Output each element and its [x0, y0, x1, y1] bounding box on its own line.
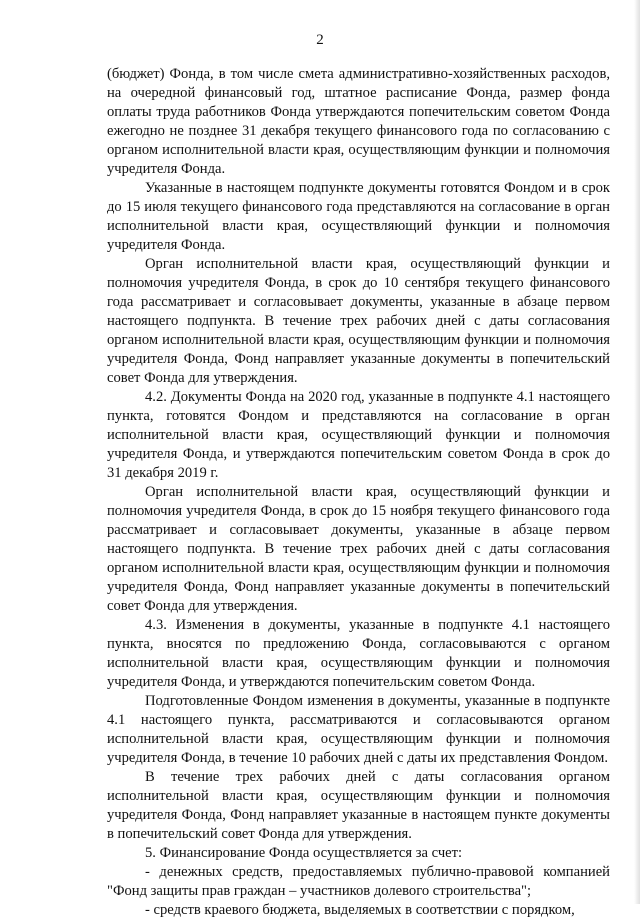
list-item-federal-fund: - денежных средств, предоставляемых публично-правовой компанией "Фонд защиты прав граждан – участников долевого строительства";	[107, 864, 610, 899]
page-number: 2	[316, 32, 324, 48]
paragraph-approval-september: Орган исполнительной власти края, осуществляющий функции и полномочия учредителя Фонда, в срок до 10 сентября текущего финансового года рассматривает и согласовывает документы, указанные в абзаце первом настоящего подпункта. В течение трех рабочих дней с даты согласования органом исполнительной власти края, осуществляющим функции и полномочия учредителя Фонда, Фонд направляет указанные документы в попечительский совет Фонда для утверждения.	[107, 256, 610, 386]
paragraph-approval-november: Орган исполнительной власти края, осуществляющий функции и полномочия учредителя Фонда, в срок до 15 ноября текущего финансового года рассматривает и согласовывает документы, указанные в абзаце первом настоящего подпункта. В течение трех рабочих дней с даты согласования органом исполнительной власти края, осуществляющим функции и полномочия учредителя Фонда, Фонд направляет указанные документы в попечительский совет Фонда для утверждения.	[107, 484, 610, 614]
paragraph-changes-submission: В течение трех рабочих дней с даты согласования органом исполнительной власти края, осуществляющим функции и полномочия учредителя Фонда, Фонд направляет указанные в настоящем пункте документы в попечительский совет Фонда для утверждения.	[107, 769, 610, 842]
document-body	[107, 65, 610, 920]
page-edge-shadow	[634, 0, 640, 904]
list-item-regional-budget: - средств краевого бюджета, выделяемых в соответствии с порядком,	[145, 902, 575, 918]
paragraph-4-3: 4.3. Изменения в документы, указанные в подпункте 4.1 настоящего пункта, вносятся по предложению Фонда, согласовываются с органом исполнительной власти края, осуществляющим функции и полномочия учредителя Фонда, и утверждаются попечительским советом Фонда.	[107, 617, 610, 690]
paragraph-5-financing: 5. Финансирование Фонда осуществляется за счет:	[145, 845, 463, 861]
paragraph-changes-review: Подготовленные Фондом изменения в документы, указанные в подпункте 4.1 настоящего пункта, рассматриваются и согласовываются органом исполнительной власти края, осуществляющим функции и полномочия учредителя Фонда, в течение 10 рабочих дней с даты их представления Фондом.	[107, 693, 610, 766]
paragraph-4-2: 4.2. Документы Фонда на 2020 год, указанные в подпункте 4.1 настоящего пункта, готовятся Фондом и представляются на согласование в орган исполнительной власти края, осуществляющий функции и полномочия учредителя Фонда, и утверждаются попечительским советом Фонда в срок до 31 декабря 2019 г.	[107, 389, 610, 481]
paragraph-budget-continuation: (бюджет) Фонда, в том числе смета административно-хозяйственных расходов, на очередной финансовый год, штатное расписание Фонда, размер фонда оплаты труда работников Фонда утверждаются попечительским советом Фонда ежегодно не позднее 31 декабря текущего финансового года по согласованию с органом исполнительной власти края, осуществляющим функции и полномочия учредителя Фонда.	[107, 66, 610, 177]
paragraph-documents-preparation: Указанные в настоящем подпункте документы готовятся Фондом и в срок до 15 июля текущего финансового года представляются на согласование в орган исполнительной власти края, осуществляющий функции и полномочия учредителя Фонда.	[107, 180, 610, 253]
